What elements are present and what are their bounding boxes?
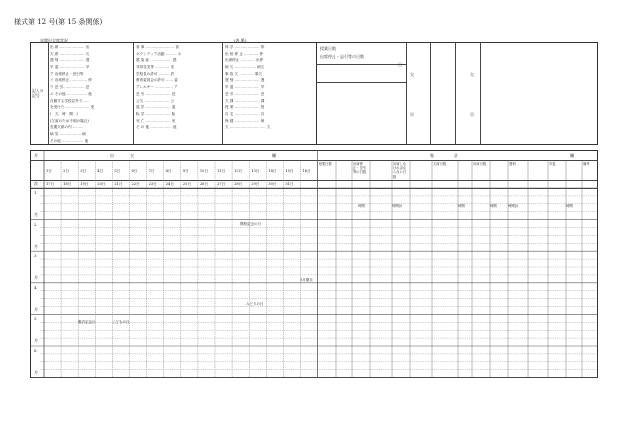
month-unit: 月	[34, 306, 38, 312]
month-header: 月	[34, 153, 38, 158]
day-number-bottom: 26日	[199, 182, 209, 186]
calc-subheader: 時間計	[392, 204, 403, 208]
year-label: 年間出欠席状況	[40, 38, 68, 43]
calc-subheader: 時間	[458, 204, 465, 208]
month-number: 1	[34, 190, 37, 195]
legend-label: 記入の記号	[32, 88, 44, 98]
calc-column-header: 欠席日数	[433, 162, 447, 166]
legend-item: 非常変災等 ………… 変	[136, 65, 175, 70]
side-label: 次	[34, 181, 38, 186]
form-title: 様式第 12 号(第 15 条関係)	[14, 18, 103, 26]
month-unit: 月	[34, 275, 38, 281]
calc-column-header: 授業日数	[318, 162, 332, 166]
legend-item: ア 出席停止・忌引等	[50, 71, 84, 76]
legend-item: 病 欠 ……………… 病欠	[225, 65, 265, 70]
summary-col-4: 早	[470, 112, 474, 117]
day-number-bottom: 20日	[97, 182, 106, 186]
month-number: 4	[34, 284, 37, 290]
legend-item: (欠席のため不明の場合)	[50, 118, 89, 123]
day-number-bottom: 28日	[234, 182, 243, 186]
day-number-top: 9日	[182, 169, 189, 173]
calc-column-header: 早退	[549, 162, 556, 166]
legend-item: 遅 刻 ………………… 遅	[225, 78, 265, 83]
legend-item: 授 業 ………………… 授	[225, 105, 265, 110]
calendar-note: みどりの日	[246, 302, 264, 306]
legend-item: 忌 引 ………………… 忌	[136, 91, 176, 96]
month-number: 6	[34, 348, 37, 353]
day-number-bottom: 18日	[63, 182, 72, 186]
legend-item: そ の 他 ……………… 他	[136, 125, 177, 130]
day-number-top: 4日	[97, 169, 104, 173]
summary-head-1: 授業日数	[320, 46, 336, 51]
legend-item: 出 校 停 止 ………… 停	[225, 51, 264, 56]
summary-col-1: 欠	[410, 72, 414, 77]
legend-item: 欠 席 ………………… 欠	[50, 51, 90, 56]
day-number-bottom: 21日	[114, 182, 123, 186]
legend-item: 在籍する学校以外で……	[50, 98, 90, 103]
calc-subheader: 時間計	[508, 204, 519, 208]
legend-item: 死 亡 ………………… 死	[136, 118, 176, 123]
calc-header: 集 計	[430, 153, 458, 158]
legend-item: 長期欠席の内 ………	[50, 125, 84, 130]
legend-item: 転 学 ………………… 転	[136, 111, 176, 116]
day-number-bottom: 23日	[148, 182, 157, 186]
day-number-bottom: 22日	[131, 182, 140, 186]
month-unit: 月	[34, 212, 38, 217]
legend-item: 出 席 ………………… 出	[50, 45, 90, 49]
calc-column-header: 出席日数	[473, 162, 487, 166]
day-number-bottom: 19日	[80, 182, 89, 186]
day-number-top: 1日	[46, 169, 52, 173]
day-number-top: 7日	[148, 169, 155, 173]
day-number-top: 14日	[268, 169, 277, 173]
day-number-top: 6日	[131, 169, 138, 173]
legend-item: ウ 忌 引……………… 忌	[50, 85, 90, 90]
calc-column-header: 出席しなければならない日数	[393, 162, 407, 179]
calendar-note: 3月期末	[300, 278, 313, 282]
legend-item: エ その他……………… 他	[50, 91, 92, 96]
day-number-top: 5日	[114, 169, 121, 173]
front-label: (表 紙)	[234, 38, 247, 43]
day-number-bottom: 24日	[165, 182, 174, 186]
calc-column-header: 遅刻	[509, 162, 516, 166]
day-number-top: 2日	[63, 169, 69, 173]
day-number-bottom: 17日	[46, 182, 55, 186]
legend-item: 早 退 ………………… 早	[225, 85, 265, 90]
day-number-top: 11日	[217, 169, 226, 173]
month-number: 5	[34, 316, 37, 322]
calc-column-header: 備考	[583, 162, 590, 166]
calc-subheader: 時間	[490, 204, 497, 208]
legend-item: 食 事 …………………… 食	[136, 45, 179, 49]
day-number-bottom: 25日	[182, 182, 191, 186]
calc-column-header: 出席停止・忌引等の日数	[353, 162, 367, 175]
legend-item: 感 染 症 ……………… 感	[136, 58, 177, 63]
legend-item: 病 気 ……………… 病	[50, 131, 86, 136]
day-number-top: 13日	[251, 169, 260, 173]
legend-item: その他 ……………… 他	[50, 138, 89, 143]
legend-item: ボランティア活動 ……… ボ	[136, 51, 182, 56]
month-number: 2	[34, 221, 37, 227]
legend-item: 保 健 ………………… 保	[225, 118, 265, 123]
month-unit: 月	[34, 338, 38, 344]
legend-item: 事 故 欠 ………… 事欠	[225, 71, 262, 76]
day-number-top: 10日	[199, 169, 209, 173]
calendar-note: 憲法記念日	[78, 320, 96, 324]
summary-col-3: 欠	[470, 72, 474, 77]
day-number-top: 8日	[165, 169, 172, 173]
legend-item: 出席停止 ………… 出停	[225, 58, 264, 63]
month-number: 3	[34, 253, 37, 259]
legend-item: 教育委員会の許可 …… 委	[136, 78, 178, 83]
calc-subheader: 時間	[566, 204, 573, 208]
month-unit: 月	[34, 243, 38, 249]
legend-item: 遅 刻 ………………… 遅	[50, 58, 90, 63]
legend-item: 公欠 ………………… 公	[136, 98, 175, 103]
calendar-note: こどもの日	[112, 320, 130, 324]
day-number-bottom: 29日	[251, 182, 260, 186]
calc-subheader: 時間	[358, 204, 365, 208]
legend-item: 自 宅 ………………… 自	[225, 111, 265, 116]
summary-head-2: 出席停止・忌引等の日数	[320, 54, 364, 59]
legend-item: を受けた………………… 受	[50, 105, 95, 110]
day-number-top: 12日	[234, 169, 243, 173]
legend-item: ( 欠 時 間 )	[50, 111, 78, 116]
day-number-bottom: 31日	[285, 182, 294, 186]
legend-item: 欠 課 ………………… 課	[225, 98, 265, 103]
absence-header: 欄	[272, 153, 276, 158]
summary-col-2: 早	[410, 112, 414, 117]
legend-item: 退 学 ………………… 退	[136, 105, 176, 110]
day-number-top: 16日	[302, 169, 311, 173]
legend-item: イ 出席停止…………… 停	[50, 78, 92, 83]
legend-item: 早 退 ………………… 早	[50, 65, 90, 70]
legend-item: 学校長の許可 ……… 許	[136, 71, 175, 76]
legend-item: アレルギー …………… ア	[136, 85, 178, 90]
calc-tail: 欄	[570, 153, 574, 158]
calendar-note: 開校記念の日	[240, 222, 261, 226]
day-number-top: 3日	[80, 169, 87, 173]
attendance-header: 出 欠	[110, 153, 134, 158]
day-number-top: 15日	[285, 169, 294, 173]
day-number-bottom: 27日	[217, 182, 226, 186]
legend-item: 欠 ………………………… 欠	[225, 125, 271, 130]
summary-days: 日	[398, 62, 402, 67]
day-number-bottom: 30日	[268, 182, 277, 186]
legend-item: 休 学 ………………… 休	[225, 45, 265, 49]
legend-item: 忌 引 ………………… 忌	[225, 91, 265, 96]
month-unit: 月	[34, 370, 38, 375]
